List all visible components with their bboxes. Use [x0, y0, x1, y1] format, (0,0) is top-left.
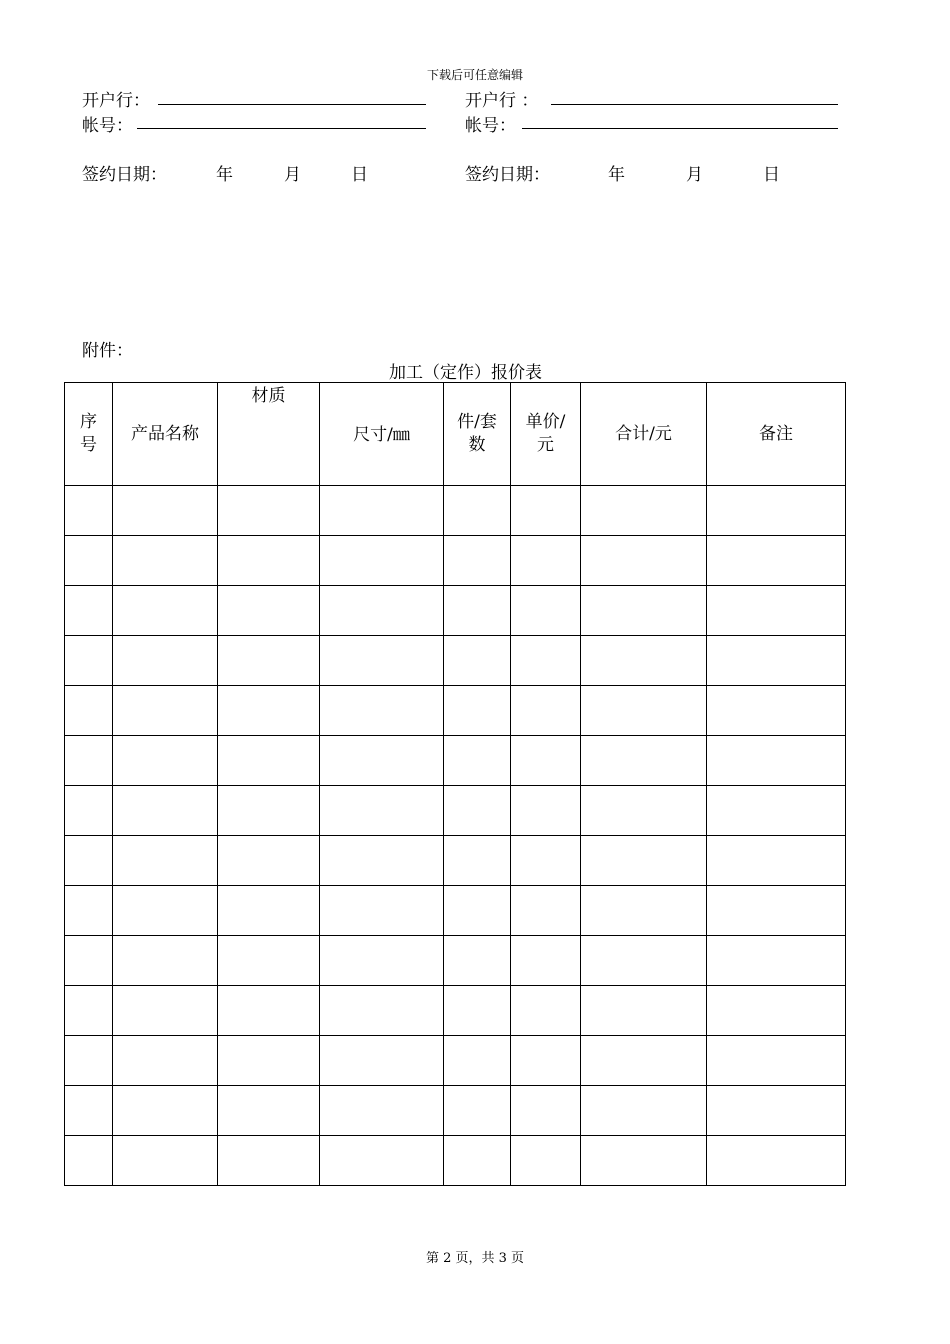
- table-row: [65, 886, 846, 936]
- table-cell[interactable]: [511, 1086, 581, 1136]
- left-day-label: 日: [351, 165, 368, 185]
- table-cell[interactable]: [113, 886, 218, 936]
- table-row: [65, 786, 846, 836]
- col-seq: [65, 383, 113, 486]
- table-cell[interactable]: [581, 836, 707, 886]
- right-account-field[interactable]: [522, 128, 838, 129]
- table-cell[interactable]: [581, 986, 707, 1036]
- table-row: [65, 986, 846, 1036]
- table-cell[interactable]: [320, 486, 444, 536]
- table-cell[interactable]: [218, 1136, 320, 1186]
- table-cell[interactable]: [113, 536, 218, 586]
- col-unit-price: [511, 383, 581, 486]
- table-cell[interactable]: [218, 936, 320, 986]
- col-size: 尺寸/㎜: [320, 383, 444, 486]
- table-cell[interactable]: [65, 536, 113, 586]
- table-cell[interactable]: [218, 636, 320, 686]
- table-row: [65, 936, 846, 986]
- table-cell[interactable]: [511, 686, 581, 736]
- table-cell[interactable]: [444, 736, 511, 786]
- table-cell[interactable]: [707, 836, 846, 886]
- right-bank-field[interactable]: [551, 104, 838, 105]
- table-cell[interactable]: [65, 686, 113, 736]
- table-cell[interactable]: [65, 736, 113, 786]
- table-cell[interactable]: [581, 586, 707, 636]
- table-cell[interactable]: [320, 586, 444, 636]
- table-row: [65, 686, 846, 736]
- table-row: [65, 536, 846, 586]
- table-cell[interactable]: [444, 536, 511, 586]
- page-footer: 第 2 页，共 3 页: [425, 1251, 525, 1266]
- table-cell[interactable]: [65, 486, 113, 536]
- table-body: [65, 486, 846, 1186]
- table-cell[interactable]: [581, 1036, 707, 1086]
- table-row: [65, 1086, 846, 1136]
- table-cell[interactable]: [581, 536, 707, 586]
- table-cell[interactable]: [707, 786, 846, 836]
- table-cell[interactable]: [444, 1086, 511, 1136]
- col-product-name: 产品名称: [113, 383, 218, 486]
- right-sign-date-label: 签约日期：: [465, 165, 550, 185]
- table-cell[interactable]: [320, 1086, 444, 1136]
- table-cell[interactable]: [511, 986, 581, 1036]
- quote-table: [64, 382, 846, 1186]
- table-cell[interactable]: [707, 986, 846, 1036]
- table-cell[interactable]: [218, 736, 320, 786]
- table-cell[interactable]: [707, 1036, 846, 1086]
- table-cell[interactable]: [444, 1136, 511, 1186]
- table-cell[interactable]: [511, 586, 581, 636]
- table-row: [65, 836, 846, 886]
- table-cell[interactable]: [444, 486, 511, 536]
- table-cell[interactable]: [511, 636, 581, 686]
- table-cell[interactable]: [113, 786, 218, 836]
- table-cell[interactable]: [113, 1086, 218, 1136]
- table-cell[interactable]: [218, 836, 320, 886]
- col-remarks: 备注: [707, 383, 846, 486]
- table-cell[interactable]: [65, 786, 113, 836]
- right-day-label: 日: [763, 165, 780, 185]
- table-cell[interactable]: [707, 536, 846, 586]
- left-year-label: 年: [216, 165, 233, 185]
- table-cell[interactable]: [320, 936, 444, 986]
- table-cell[interactable]: [444, 686, 511, 736]
- table-cell[interactable]: [707, 1086, 846, 1136]
- table-cell[interactable]: [581, 786, 707, 836]
- table-cell[interactable]: [65, 986, 113, 1036]
- table-cell[interactable]: [707, 586, 846, 636]
- table-cell[interactable]: [65, 886, 113, 936]
- table-cell[interactable]: [218, 886, 320, 936]
- table-cell[interactable]: [218, 536, 320, 586]
- table-row: [65, 586, 846, 636]
- table-cell[interactable]: [65, 636, 113, 686]
- table-cell[interactable]: [113, 836, 218, 886]
- table-cell[interactable]: [218, 1086, 320, 1136]
- table-cell[interactable]: [320, 686, 444, 736]
- table-cell[interactable]: [113, 736, 218, 786]
- table-cell[interactable]: [444, 936, 511, 986]
- table-cell[interactable]: [320, 786, 444, 836]
- table-cell[interactable]: [320, 636, 444, 686]
- table-cell[interactable]: [444, 786, 511, 836]
- table-cell[interactable]: [511, 486, 581, 536]
- table-cell[interactable]: [113, 1136, 218, 1186]
- col-seq-line2: 号: [80, 435, 97, 455]
- table-cell[interactable]: [511, 736, 581, 786]
- table-cell[interactable]: [511, 886, 581, 936]
- table-cell[interactable]: [511, 1036, 581, 1086]
- table-cell[interactable]: [581, 936, 707, 986]
- col-total: 合计/元: [581, 383, 707, 486]
- table-cell[interactable]: [218, 486, 320, 536]
- table-row: [65, 486, 846, 536]
- table-cell[interactable]: [581, 486, 707, 536]
- table-cell[interactable]: [444, 1036, 511, 1086]
- table-cell[interactable]: [113, 1036, 218, 1086]
- table-cell[interactable]: [444, 836, 511, 886]
- table-cell[interactable]: [218, 1036, 320, 1086]
- table-cell[interactable]: [65, 936, 113, 986]
- table-cell[interactable]: [707, 686, 846, 736]
- right-month-label: 月: [686, 165, 703, 185]
- table-cell[interactable]: [707, 736, 846, 786]
- table-cell[interactable]: [707, 1136, 846, 1186]
- table-cell[interactable]: [511, 1136, 581, 1186]
- left-bank-label: 开户行：: [82, 91, 150, 111]
- table-cell[interactable]: [65, 1086, 113, 1136]
- table-cell[interactable]: [65, 586, 113, 636]
- download-note: 下载后可任意编辑: [426, 68, 523, 82]
- col-seq-line1: 序: [80, 412, 97, 432]
- col-qty-line1: 件/套: [457, 412, 497, 432]
- col-qty: [444, 383, 511, 486]
- table-header-row: [65, 383, 846, 486]
- table-row: [65, 1136, 846, 1186]
- table-cell[interactable]: [511, 836, 581, 886]
- table-cell[interactable]: [65, 836, 113, 886]
- table-cell[interactable]: [707, 486, 846, 536]
- table-cell[interactable]: [218, 586, 320, 636]
- table-cell[interactable]: [581, 1086, 707, 1136]
- table-cell[interactable]: [320, 736, 444, 786]
- col-unit-price-line2: 元: [537, 435, 554, 455]
- table-cell[interactable]: [113, 986, 218, 1036]
- table-title: 加工（定作）报价表: [389, 363, 542, 383]
- table-cell[interactable]: [444, 586, 511, 636]
- table-row: [65, 736, 846, 786]
- table-cell[interactable]: [581, 636, 707, 686]
- table-cell[interactable]: [320, 1036, 444, 1086]
- table-cell[interactable]: [320, 986, 444, 1036]
- table-cell[interactable]: [65, 1136, 113, 1186]
- table-cell[interactable]: [320, 886, 444, 936]
- col-material: 材质: [218, 383, 320, 486]
- table-cell[interactable]: [511, 786, 581, 836]
- table-cell[interactable]: [113, 686, 218, 736]
- col-qty-line2: 数: [468, 435, 486, 455]
- table-cell[interactable]: [581, 686, 707, 736]
- table-cell[interactable]: [581, 886, 707, 936]
- table-cell[interactable]: [444, 636, 511, 686]
- table-cell[interactable]: [444, 986, 511, 1036]
- table-cell[interactable]: [581, 736, 707, 786]
- table-row: [65, 636, 846, 686]
- left-bank-field[interactable]: [158, 104, 426, 105]
- left-account-label: 帐号：: [82, 116, 133, 136]
- table-cell[interactable]: [581, 1136, 707, 1186]
- table-cell[interactable]: [320, 536, 444, 586]
- table-cell[interactable]: [320, 1136, 444, 1186]
- table-cell[interactable]: [707, 886, 846, 936]
- table-cell[interactable]: [218, 786, 320, 836]
- table-cell[interactable]: [113, 936, 218, 986]
- left-month-label: 月: [284, 165, 301, 185]
- table-cell[interactable]: [444, 886, 511, 936]
- table-cell[interactable]: [113, 486, 218, 536]
- table-cell[interactable]: [511, 536, 581, 586]
- table-cell[interactable]: [113, 586, 218, 636]
- left-sign-date-label: 签约日期：: [82, 165, 167, 185]
- table-cell[interactable]: [707, 636, 846, 686]
- right-account-label: 帐号：: [465, 116, 516, 136]
- table-cell[interactable]: [65, 1036, 113, 1086]
- table-cell[interactable]: [320, 836, 444, 886]
- table-row: [65, 1036, 846, 1086]
- table-cell[interactable]: [218, 686, 320, 736]
- table-cell[interactable]: [707, 936, 846, 986]
- attachment-label: 附件：: [82, 341, 133, 361]
- left-account-field[interactable]: [137, 128, 426, 129]
- right-bank-label: 开户行 ：: [465, 91, 539, 111]
- table-cell[interactable]: [113, 636, 218, 686]
- table-cell[interactable]: [511, 936, 581, 986]
- col-unit-price-line1: 单价/: [525, 412, 566, 432]
- right-year-label: 年: [608, 165, 625, 185]
- table-cell[interactable]: [218, 986, 320, 1036]
